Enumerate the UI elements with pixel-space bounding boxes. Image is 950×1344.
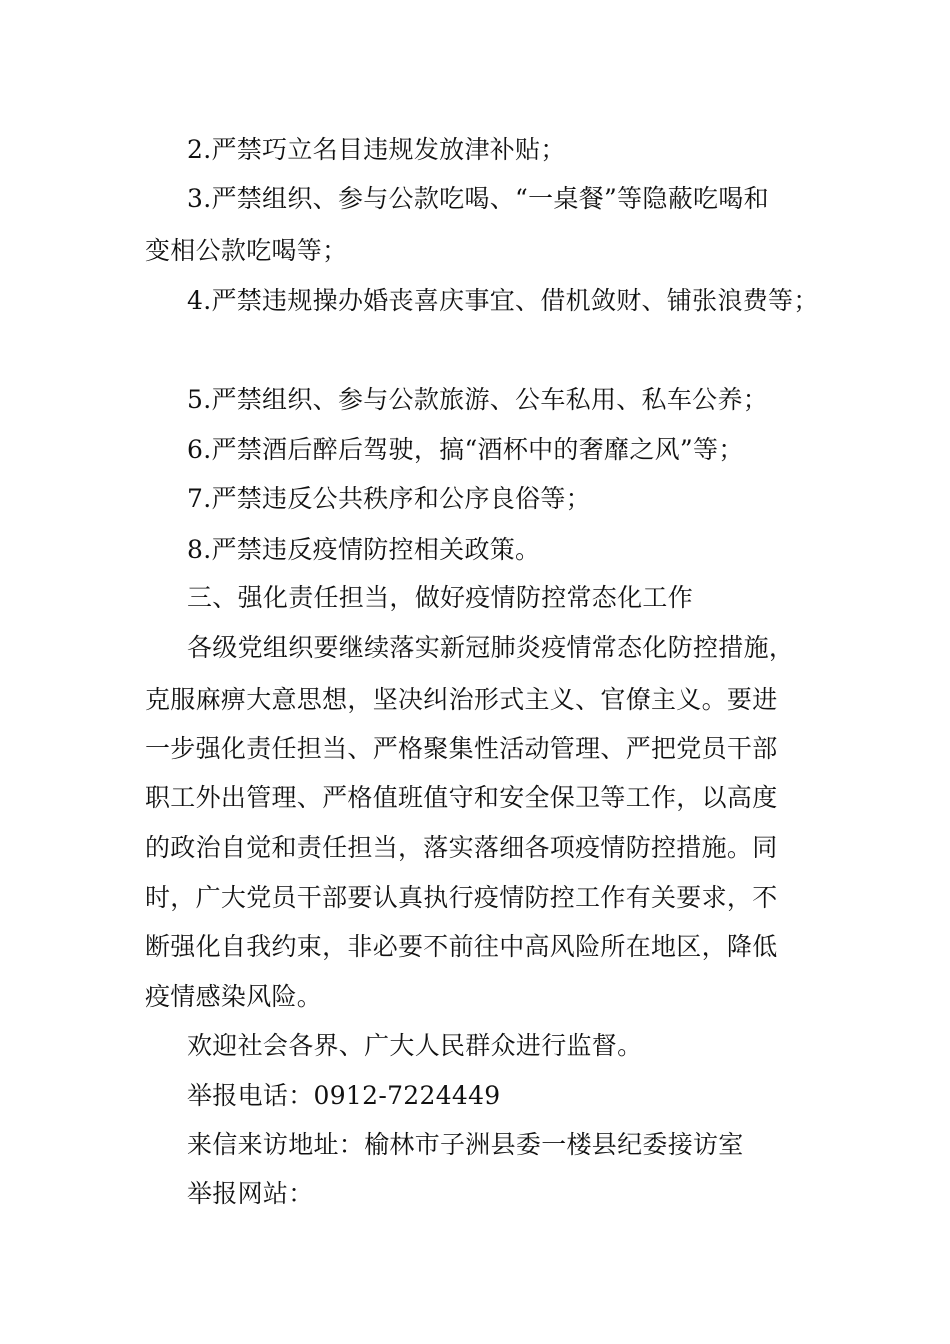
rule-item-3-continued: 变相公款吃喝等；: [145, 236, 348, 265]
supervision-invitation: 欢迎社会各界、广大人民群众进行监督。: [187, 1031, 643, 1060]
paragraph-line: 一步强化责任担当、严格聚集性活动管理、严把党员干部: [145, 734, 778, 763]
rule-item-8: 8.严禁违反疫情防控相关政策。: [187, 535, 541, 564]
rule-item-4: 4.严禁违规操办婚丧喜庆事宜、借机敛财、铺张浪费等；: [187, 286, 819, 315]
rule-item-3: 3.严禁组织、参与公款吃喝、“一桌餐”等隐蔽吃喝和: [187, 184, 769, 213]
section-heading-3: 三、强化责任担当，做好疫情防控常态化工作: [187, 583, 694, 612]
paragraph-line: 疫情感染风险。: [145, 982, 323, 1011]
rule-item-7: 7.严禁违反公共秩序和公序良俗等；: [187, 484, 591, 513]
paragraph-line: 的政治自觉和责任担当，落实落细各项疫情防控措施。同: [145, 833, 778, 862]
rule-item-5: 5.严禁组织、参与公款旅游、公车私用、私车公养；: [187, 385, 769, 414]
report-website: 举报网站：: [187, 1179, 314, 1208]
report-phone: 举报电话：0912-7224449: [187, 1081, 501, 1110]
paragraph-line: 断强化自我约束，非必要不前往中高风险所在地区，降低: [145, 932, 778, 961]
paragraph-line: 职工外出管理、严格值班值守和安全保卫等工作，以高度: [145, 783, 778, 812]
paragraph-line: 各级党组织要继续落实新冠肺炎疫情常态化防控措施，: [187, 633, 795, 662]
rule-item-6: 6.严禁酒后醉后驾驶，搞“酒杯中的奢靡之风”等；: [187, 435, 744, 464]
paragraph-line: 克服麻痹大意思想，坚决纠治形式主义、官僚主义。要进: [145, 685, 778, 714]
paragraph-line: 时，广大党员干部要认真执行疫情防控工作有关要求，不: [145, 883, 778, 912]
visit-address: 来信来访地址：榆林市子洲县委一楼县纪委接访室: [187, 1130, 744, 1159]
rule-item-2: 2.严禁巧立名目违规发放津补贴；: [187, 135, 566, 164]
